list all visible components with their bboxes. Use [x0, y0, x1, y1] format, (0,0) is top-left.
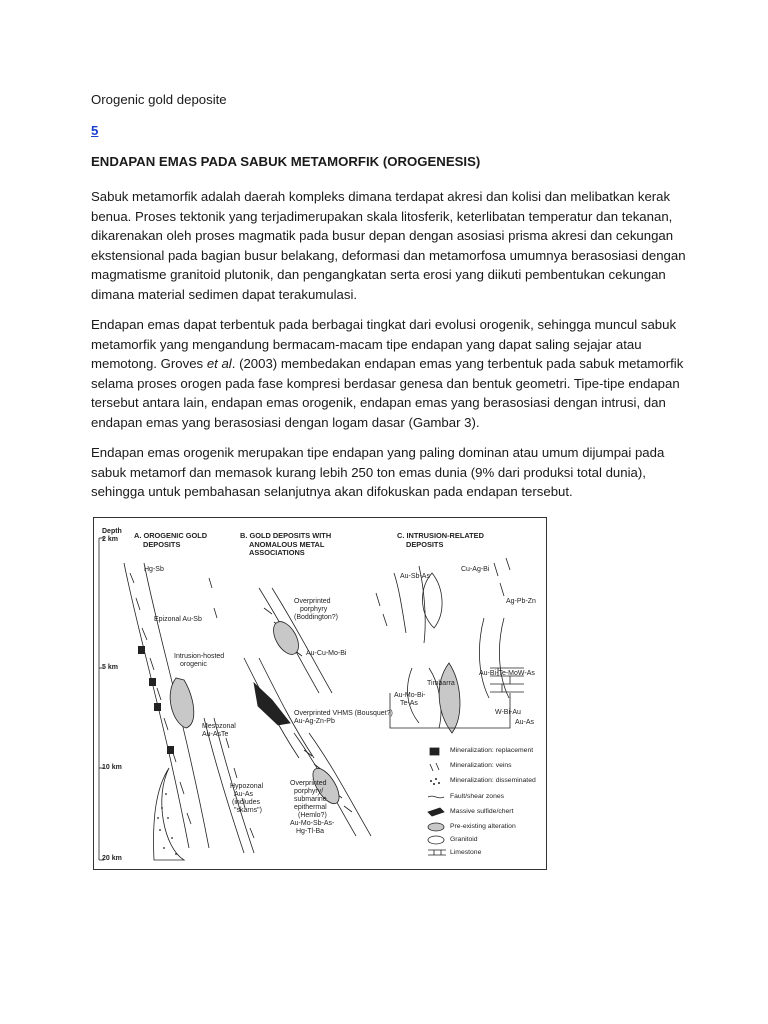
paragraph-1: Sabuk metamorfik adalah daerah kompleks dimana terdapat akresi dan kolisi dan melibatkan kerak benua. Proses tektonik yang terjadimerupakan skala litosferik, keterlibatan temperatur dan tekanan, dikarenakan oleh proses magmatik pada busur depan dengan asosiasi prisma akresi dan cekungan ekstensional pada bagian busur belakang, deformasi dan metamorfosa umumnya berasosiasi dengan magmatisme granitoid plutonik, dan pengangkatan serta erosi yang diikuti pembentukan cekungan dimana material sedimen dapat terakumulasi. — [91, 189, 686, 302]
legend-disseminated: Mineralization: disseminated — [450, 777, 536, 784]
intrusion-body — [170, 678, 194, 728]
label-epithermal-1: Overprinted — [290, 780, 327, 787]
panel-a-heading-line2: DEPOSITS — [143, 539, 181, 549]
label-epithermal-5: (Hemlo?) — [298, 812, 327, 819]
panel-c-heading-line1: C. INTRUSION-RELATED — [397, 531, 484, 540]
panel-b-heading-line2: ANOMALOUS METAL — [249, 539, 325, 549]
paragraph-2-italic: et al — [206, 356, 232, 372]
label-epithermal-2: porphyry/ — [294, 788, 324, 795]
label-w-bi-au: W-Bi-Au — [495, 709, 521, 716]
legend-replacement: Mineralization: replacement — [450, 747, 534, 754]
label-hypozonal-4: "skarns") — [234, 807, 262, 814]
legend-limestone: Limestone — [450, 849, 482, 856]
panel-b-heading-line1: B. GOLD DEPOSITS WITH — [240, 531, 332, 540]
paragraph-2-text-a: Endapan emas dapat terbentuk pada berbagai tingkat dari evolusi orogenik, sehingga muncul sabuk metamorfik yang mengandung bermacam-macam tipe endapan yang dapat saling sejajar atau memotong. Groves — [91, 317, 677, 372]
paragraph-2-text-b: . (2003) membedakan endapan emas yang terbentuk pada sabuk metamorfik selama proses orogen pada fase kompresi berdasar genesa dan bentuk geometri. Tipe-tipe endapan tersebut antara lain, endapan emas orogenik, endapan emas yang berasosiasi dengan intrusi, dan endapan emas yang berasosiasi dengan logam dasar (Gambar 3). — [91, 356, 684, 430]
label-epithermal-6: Au-Mo-Sb-As- — [290, 820, 335, 827]
massive-sulfide — [254, 683, 290, 725]
label-au-bi-te: Au-Bi-Te-MoW-As — [479, 670, 535, 677]
depth-label-2km: 2 km — [102, 536, 118, 543]
label-au-cu-mo-bi: Au-Cu-Mo-Bi — [306, 650, 347, 657]
label-hypozonal-2: Au-As — [234, 791, 254, 798]
label-intrusion-hosted-2: orogenic — [180, 661, 207, 668]
legend-symbols — [428, 748, 446, 855]
depth-label-20km: 20 km — [102, 855, 122, 862]
panel-c-heading-line2: DEPOSITS — [406, 539, 444, 549]
label-epithermal-3: submarine — [294, 796, 327, 803]
gold-deposit-figure — [93, 517, 547, 870]
replacement-mark — [138, 646, 145, 654]
label-hypozonal: Hypozonal — [230, 783, 264, 790]
panel-a-heading-line1: A. OROGENIC GOLD — [134, 531, 208, 540]
label-mesozonal-2: Au-AsTe — [202, 731, 229, 738]
label-overprinted-porphyry-3: (Boddington?) — [294, 614, 338, 621]
label-epithermal-4: epithermal — [294, 804, 327, 811]
section-heading: ENDAPAN EMAS PADA SABUK METAMORFIK (OROGENESIS) — [91, 154, 481, 169]
label-timbarra: Timbarra — [427, 680, 455, 687]
panel-a-heading — [134, 532, 207, 549]
label-vhms: Overprinted VHMS (Bousquet?) — [294, 710, 393, 717]
label-cu-ag-bi: Cu-Ag-Bi — [461, 566, 490, 573]
label-intrusion-hosted: Intrusion-hosted — [174, 653, 225, 660]
label-au-mo-bi: Au-Mo-Bi- — [394, 692, 426, 699]
label-hg-sb: Hg-Sb — [144, 566, 164, 573]
granitoid-a — [154, 768, 184, 860]
document-title: Orogenic gold deposite — [91, 92, 227, 107]
legend-alteration: Pre-existing alteration — [450, 823, 516, 830]
legend-veins: Mineralization: veins — [450, 762, 512, 769]
panel-b-heading — [240, 532, 331, 558]
paragraph-3: Endapan emas orogenik merupakan tipe endapan yang paling dominan atau umum dijumpai pada sabuk metamorf dan memasok kurang lebih 250 ton emas dunia (9% dari produksi total dunia), sehingga untuk pembahasan selanjutnya akan difokuskan pada endapan tersebut. — [91, 445, 665, 500]
depth-label-10km: 10 km — [102, 764, 122, 771]
label-overprinted-porphyry: Overprinted — [294, 598, 331, 605]
porphyry-a — [268, 617, 303, 658]
panel-c-heading — [397, 532, 484, 549]
label-hypozonal-3: (includes — [232, 799, 261, 806]
alteration-c — [439, 663, 460, 733]
depth-axis-title: Depth — [102, 528, 122, 535]
label-au-sb-as: Au-Sb-As — [400, 573, 430, 580]
page-number-link[interactable]: 5 — [91, 123, 99, 138]
label-ag-pb-zn: Ag-Pb-Zn — [506, 598, 536, 605]
label-au-mo-bi-2: Te-As — [400, 700, 418, 707]
panel-b-heading-line3: ASSOCIATIONS — [249, 548, 305, 557]
label-au-as: Au-As — [515, 719, 535, 726]
label-epithermal-7: Hg-Tl-Ba — [296, 828, 325, 835]
label-vhms-2: Au-Ag-Zn-Pb — [294, 718, 335, 725]
label-mesozonal: Mesozonal — [202, 723, 236, 730]
legend-fault: Fault/shear zones — [450, 793, 505, 800]
label-overprinted-porphyry-2: porphyry — [300, 606, 328, 613]
label-epizonal: Epizonal Au-Sb — [154, 616, 202, 623]
paragraph-2 — [91, 315, 691, 433]
depth-label-5km: 5 km — [102, 664, 118, 671]
legend-massive-sulfide: Massive sulfide/chert — [450, 808, 514, 815]
legend-granitoid: Granitoid — [450, 836, 478, 843]
